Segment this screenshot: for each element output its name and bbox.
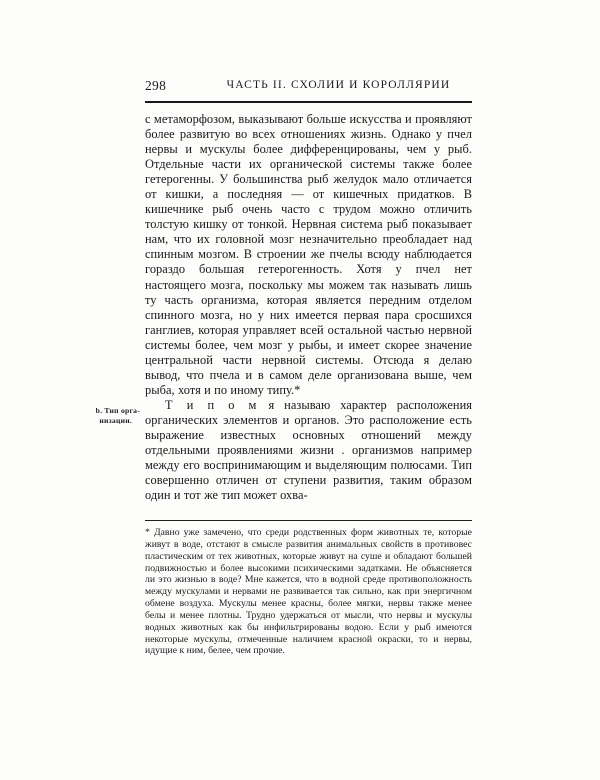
footnote-rule — [145, 520, 472, 521]
body-paragraph-1: с метаморфозом, выказывают больше искусства и проявляют более развитую во всех отношениях жизнь. Однако у пчел нервы и мускулы более дифференцированы, чем у рыб. Отдельные части их органической системы также более гетерогенны. У большинства рыб желудок мало отличается от кишки, а последняя — от кишечных придатков. В кишечнике рыб очень часто с трудом можно отличить толстую кишку от тонкой. Нервная система рыб показывает нам, что их головной мозг незначительно преобладает над спинным мозгом. В строении же пчелы всюду наблюдается гораздо большая гетерогенность. Хотя у пчел нет настоящего мозга, поскольку мы можем так называть лишь ту часть организма, которая является передним отделом спинного мозга, но у них имеется первая пара сросшихся ганглиев, которая управляет всей остальной частью нервной системы более, чем мозг у рыбы, и имеет скорее значение центральной части нервной системы. Отсюда я делаю вывод, что пчела и в самом деле организована выше, чем рыба, хотя и по иному типу.* — [145, 112, 472, 397]
body-text-column — [145, 112, 472, 503]
footnote-block — [145, 527, 472, 657]
running-head — [145, 78, 472, 96]
page-number: 298 — [145, 78, 167, 93]
margin-note — [48, 406, 140, 426]
header-rule — [145, 101, 472, 103]
footnote-body: Давно уже замечено, что среди родственных форм животных те, которые живут в воде, отстают в смысле развития анимальных свойств в противовес пластическим от тех животных, которые живут на суше и обладают большей подвижностью и более высокими психическими задатками. Не объясняется ли это жизнью в воде? Мне кажется, что в водной среде противоположность между мускулами и нервами не развивается так сильно, как при энергичном обмене воздуха. Мускулы менее красны, более мягки, нервы также менее белы и менее плотны. Трудно удержаться от мысли, что нервы и мускулы водных животных как бы инфильтрированы водою. Если у рыб имеются некоторые мускулы, отмеченные наличием красной окраски, то и нервы, идущие к ним, белее, чем прочие. — [145, 527, 472, 657]
margin-note-line-1: b. Тип орга- — [95, 406, 140, 415]
footnote-text — [145, 527, 472, 657]
paragraph-2-rest: я называю характер расположения органических элементов и органов. Это расположение есть выражение известных основных отношений между отдельными проявлениями жизни . организмов например между его воспринимающим и выделяющим полюсами. Тип совершенно отличен от ступени развития, таким образом один и тот же тип может охва- — [145, 397, 472, 503]
footnote-marker: * — [145, 527, 150, 538]
running-head-title: ЧАСТЬ II. СХОЛИИ И КОРОЛЛЯРИИ — [226, 79, 451, 91]
body-paragraph-2 — [145, 398, 472, 503]
paragraph-2-lead-in: Т и п о м — [165, 397, 259, 412]
margin-note-line-2: низации. — [99, 416, 132, 425]
